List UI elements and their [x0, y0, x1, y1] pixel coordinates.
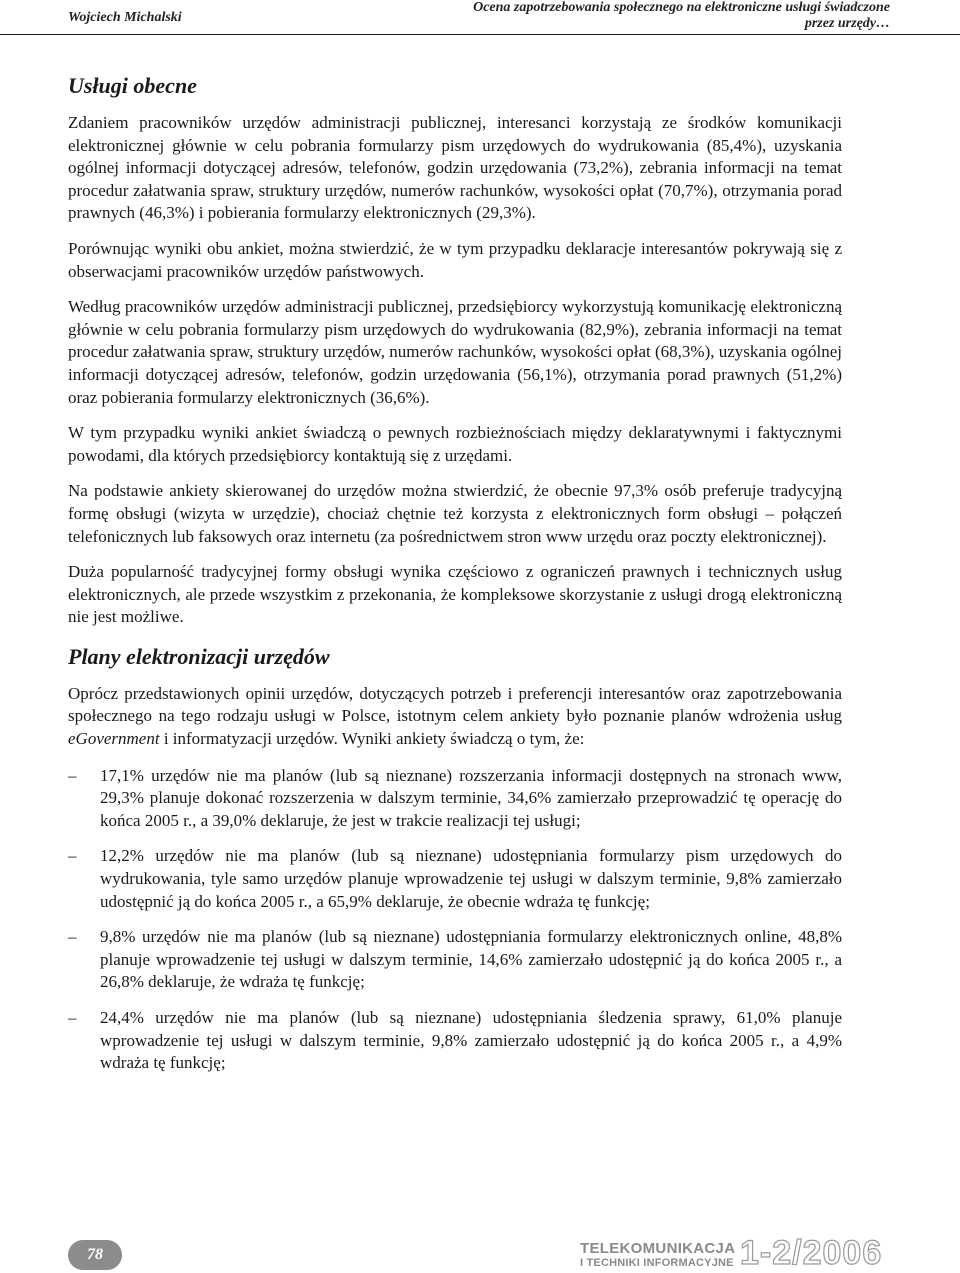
- dash-bullet: –: [68, 1008, 77, 1027]
- paragraph: Według pracowników urzędów administracji publicznej, przedsiębiorcy wykorzystują komunikację elektroniczną głównie w celu pobrania formularzy pism urzędowych do wydrukowania (82,9%), zebrania informacji na temat procedur załatwania spraw, struktury urzędów, numerów rachunków, wysokości opłat (68,3%), uzyskania ogólnej informacji dotyczącej adresów, telefonów, godzin urzędowania (56,1%), otrzymania porad prawnych (51,2%) oraz pobierania formularzy elektronicznych (36,6%).: [68, 297, 842, 407]
- journal-title-line2: I TECHNIKI INFORMACYJNE: [580, 1257, 734, 1269]
- journal-title: [580, 1242, 740, 1270]
- intro-paragraph: [68, 683, 842, 751]
- header-divider: [0, 34, 960, 35]
- list-item: [68, 1007, 842, 1075]
- article-body: [68, 72, 842, 1088]
- dash-bullet: –: [68, 846, 77, 866]
- journal-title-line1: TELEKOMUNIKACJA: [580, 1240, 736, 1257]
- paragraph: W tym przypadku wyniki ankiet świadczą o pewnych rozbieżnościach między deklaratywnymi i faktycznymi powodami, dla których przedsiębiorcy kontaktują się z urzędami.: [68, 423, 842, 465]
- dash-bullet: –: [68, 765, 77, 785]
- intro-text-end: i informatyzacji urzędów. Wyniki ankiety świadczą o tym, że:: [159, 729, 585, 749]
- list-item: [68, 765, 842, 833]
- dash-bullet: –: [68, 927, 77, 947]
- section-heading-current-services: Usługi obecne: [68, 73, 197, 98]
- list-item: [68, 926, 842, 994]
- list-item-text: 9,8% urzędów nie ma planów (lub są nieznane) udostępniania formularzy elektronicznych online, 48,8% planuje wprowadzenie tej usługi w dalszym terminie, 14,6% zamierzało udostępnić ją do końca 2005 r., a 26,8% deklaruje, że wdraża tę funkcję;: [100, 927, 842, 992]
- page-number-badge: 78: [68, 1240, 122, 1270]
- paragraph: Na podstawie ankiety skierowanej do urzędów można stwierdzić, że obecnie 97,3% osób preferuje tradycyjną formę obsługi (wizyta w urzędzie), chociaż chętnie też korzysta z elektronicznych form obsługi – połączeń telefonicznych lub faksowych oraz internetu (za pośrednictwem stron www urzędu oraz poczty elektronicznej).: [68, 481, 842, 546]
- section-heading-plans: Plany elektronizacji urzędów: [68, 643, 330, 669]
- paragraph: Porównując wyniki obu ankiet, można stwierdzić, że w tym przypadku deklaracje interesantów pokrywają się z obserwacjami pracowników urzędów państwowych.: [68, 238, 842, 281]
- list-item-text: 24,4% urzędów nie ma planów (lub są nieznane) udostępniania śledzenia sprawy, 61,0% planuje wprowadzenie tej usługi w dalszym terminie, 9,8% zamierzało udostępnić ją do końca 2005 r., a 4,9% wdraża tę funkcję;: [100, 1008, 842, 1073]
- paragraph: Zdaniem pracowników urzędów administracji publicznej, interesanci korzystają ze środków komunikacji elektronicznej głównie w celu pobrania formularzy pism urzędowych do wydrukowania (85,4%), uzyskania ogólnej informacji dotyczącej adresów, telefonów, godzin urzędowania (73,2%), zebrania informacji na temat procedur załatwania spraw, struktury urzędów, numerów rachunków, wysokości opłat (70,7%), otrzymania porad prawnych (46,3%) i pobierania formularzy elektronicznych (29,3%).: [68, 113, 842, 223]
- intro-text: Oprócz przedstawionych opinii urzędów, dotyczących potrzeb i preferencji interesantów oraz zapotrzebowania społecznego na tego rodzaju usługi w Polsce, istotnym celem ankiety było poznanie planów wdrożenia usług: [68, 683, 842, 726]
- list-item-text: 17,1% urzędów nie ma planów (lub są nieznane) rozszerzania informacji dostępnych na stronach www, 29,3% planuje dokonać rozszerzenia w dalszym terminie, 34,6% zamierzało przeprowadzić tę operację do końca 2005 r., a 39,0% deklaruje, że jest w trakcie realizacji tej usługi;: [100, 765, 842, 830]
- plans-list: [68, 765, 842, 1075]
- running-head-title: Ocena zapotrzebowania społecznego na elektroniczne usługi świadczone przez urzędy…: [473, 0, 890, 31]
- running-head-author: Wojciech Michalski: [68, 10, 182, 25]
- issue-number: 1-2/2006: [740, 1234, 883, 1272]
- intro-italic-term: eGovernment: [68, 729, 160, 749]
- list-item: [68, 845, 842, 913]
- list-item-text: 12,2% urzędów nie ma planów (lub są nieznane) udostępniania formularzy pism urzędowych do wydrukowania, tyle samo urzędów planuje wprowadzenie tej usługi w dalszym terminie, 9,8% zamierzało udostępnić ją do końca 2005 r., a 65,9% deklaruje, że obecnie wdraża tę funkcję;: [100, 846, 842, 911]
- paragraph: Duża popularność tradycyjnej formy obsługi wynika częściowo z ograniczeń prawnych i technicznych usług elektronicznych, ale przede wszystkim z przekonania, że kompleksowe skorzystanie z usługi drogą elektroniczną nie jest możliwe.: [68, 562, 842, 627]
